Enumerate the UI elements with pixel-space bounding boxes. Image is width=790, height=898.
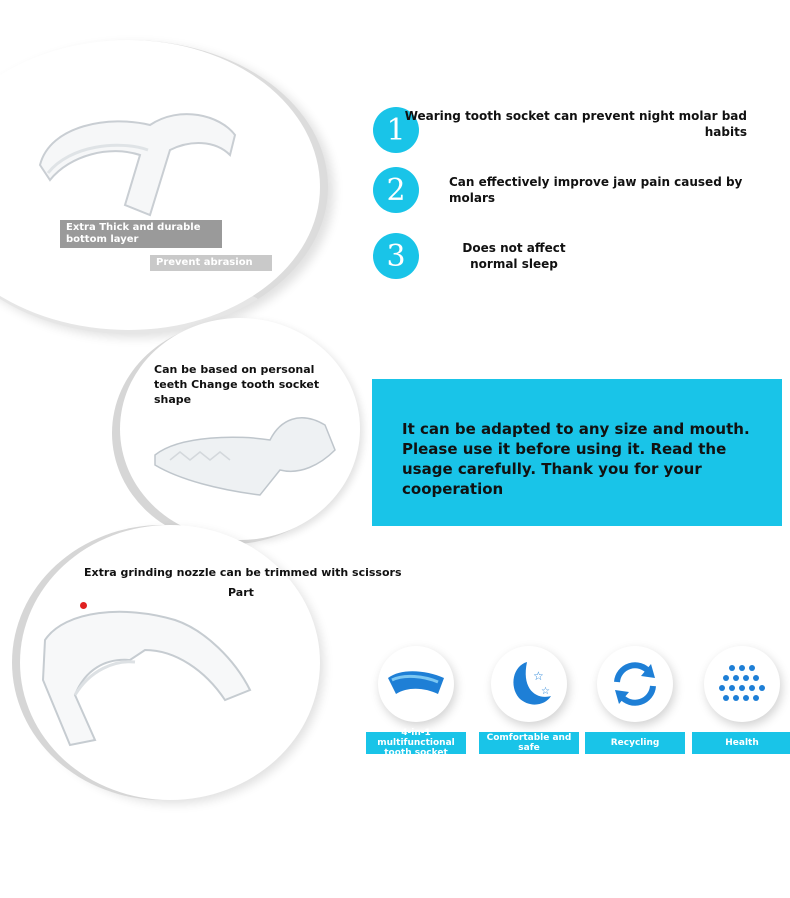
number-badge-1: 1	[373, 107, 419, 153]
feature-label-comfortable: Comfortable and safe	[479, 732, 579, 754]
feature-disc	[491, 646, 567, 722]
benefit-1-text: Wearing tooth socket can prevent night molar bad habits	[404, 109, 747, 139]
benefit-3-text: Does not affect normal sleep	[462, 241, 566, 271]
feature-disc	[704, 646, 780, 722]
personal-teeth-text: Can be based on personal teeth Change tooth socket shape	[154, 363, 320, 406]
dots-icon	[714, 656, 770, 712]
feature-label-health: Health	[692, 732, 790, 754]
mouthguard-molded-image	[150, 405, 340, 500]
feature-disc	[378, 646, 454, 722]
moon-stars-icon	[501, 656, 557, 712]
feature-label-recycling: Recycling	[585, 732, 685, 754]
number-badge-3: 3	[373, 233, 419, 279]
feature-recycling	[585, 646, 685, 756]
abrasion-label: Prevent abrasion	[150, 255, 272, 271]
feature-comfortable	[479, 646, 579, 756]
thick-layer-label: Extra Thick and durable bottom layer	[60, 220, 222, 248]
svg-text:☆: ☆	[533, 669, 544, 683]
benefit-3	[373, 233, 589, 279]
trim-text: Extra grinding nozzle can be trimmed with scissors	[84, 566, 402, 579]
recycle-arrows-icon	[607, 656, 663, 712]
feature-health	[692, 646, 790, 756]
mouthguard-icon	[386, 664, 446, 704]
mouthguard-trim-image	[35, 600, 260, 750]
feature-multifunctional	[366, 646, 466, 756]
benefit-1	[373, 107, 747, 153]
svg-text:☆: ☆	[541, 686, 550, 697]
feature-disc	[597, 646, 673, 722]
number-badge-2: 2	[373, 167, 419, 213]
mouthguard-top-image	[30, 95, 240, 225]
benefit-2-text: Can effectively improve jaw pain caused by molars	[449, 175, 743, 205]
benefit-2	[373, 167, 790, 213]
part-text: Part	[228, 586, 254, 599]
feature-label-multifunctional: 4-in-1 multifunctional tooth socket	[366, 732, 466, 754]
notice-box: It can be adapted to any size and mouth. Please use it before using it. Read the usage carefully. Thank you for your cooperation	[372, 379, 782, 526]
